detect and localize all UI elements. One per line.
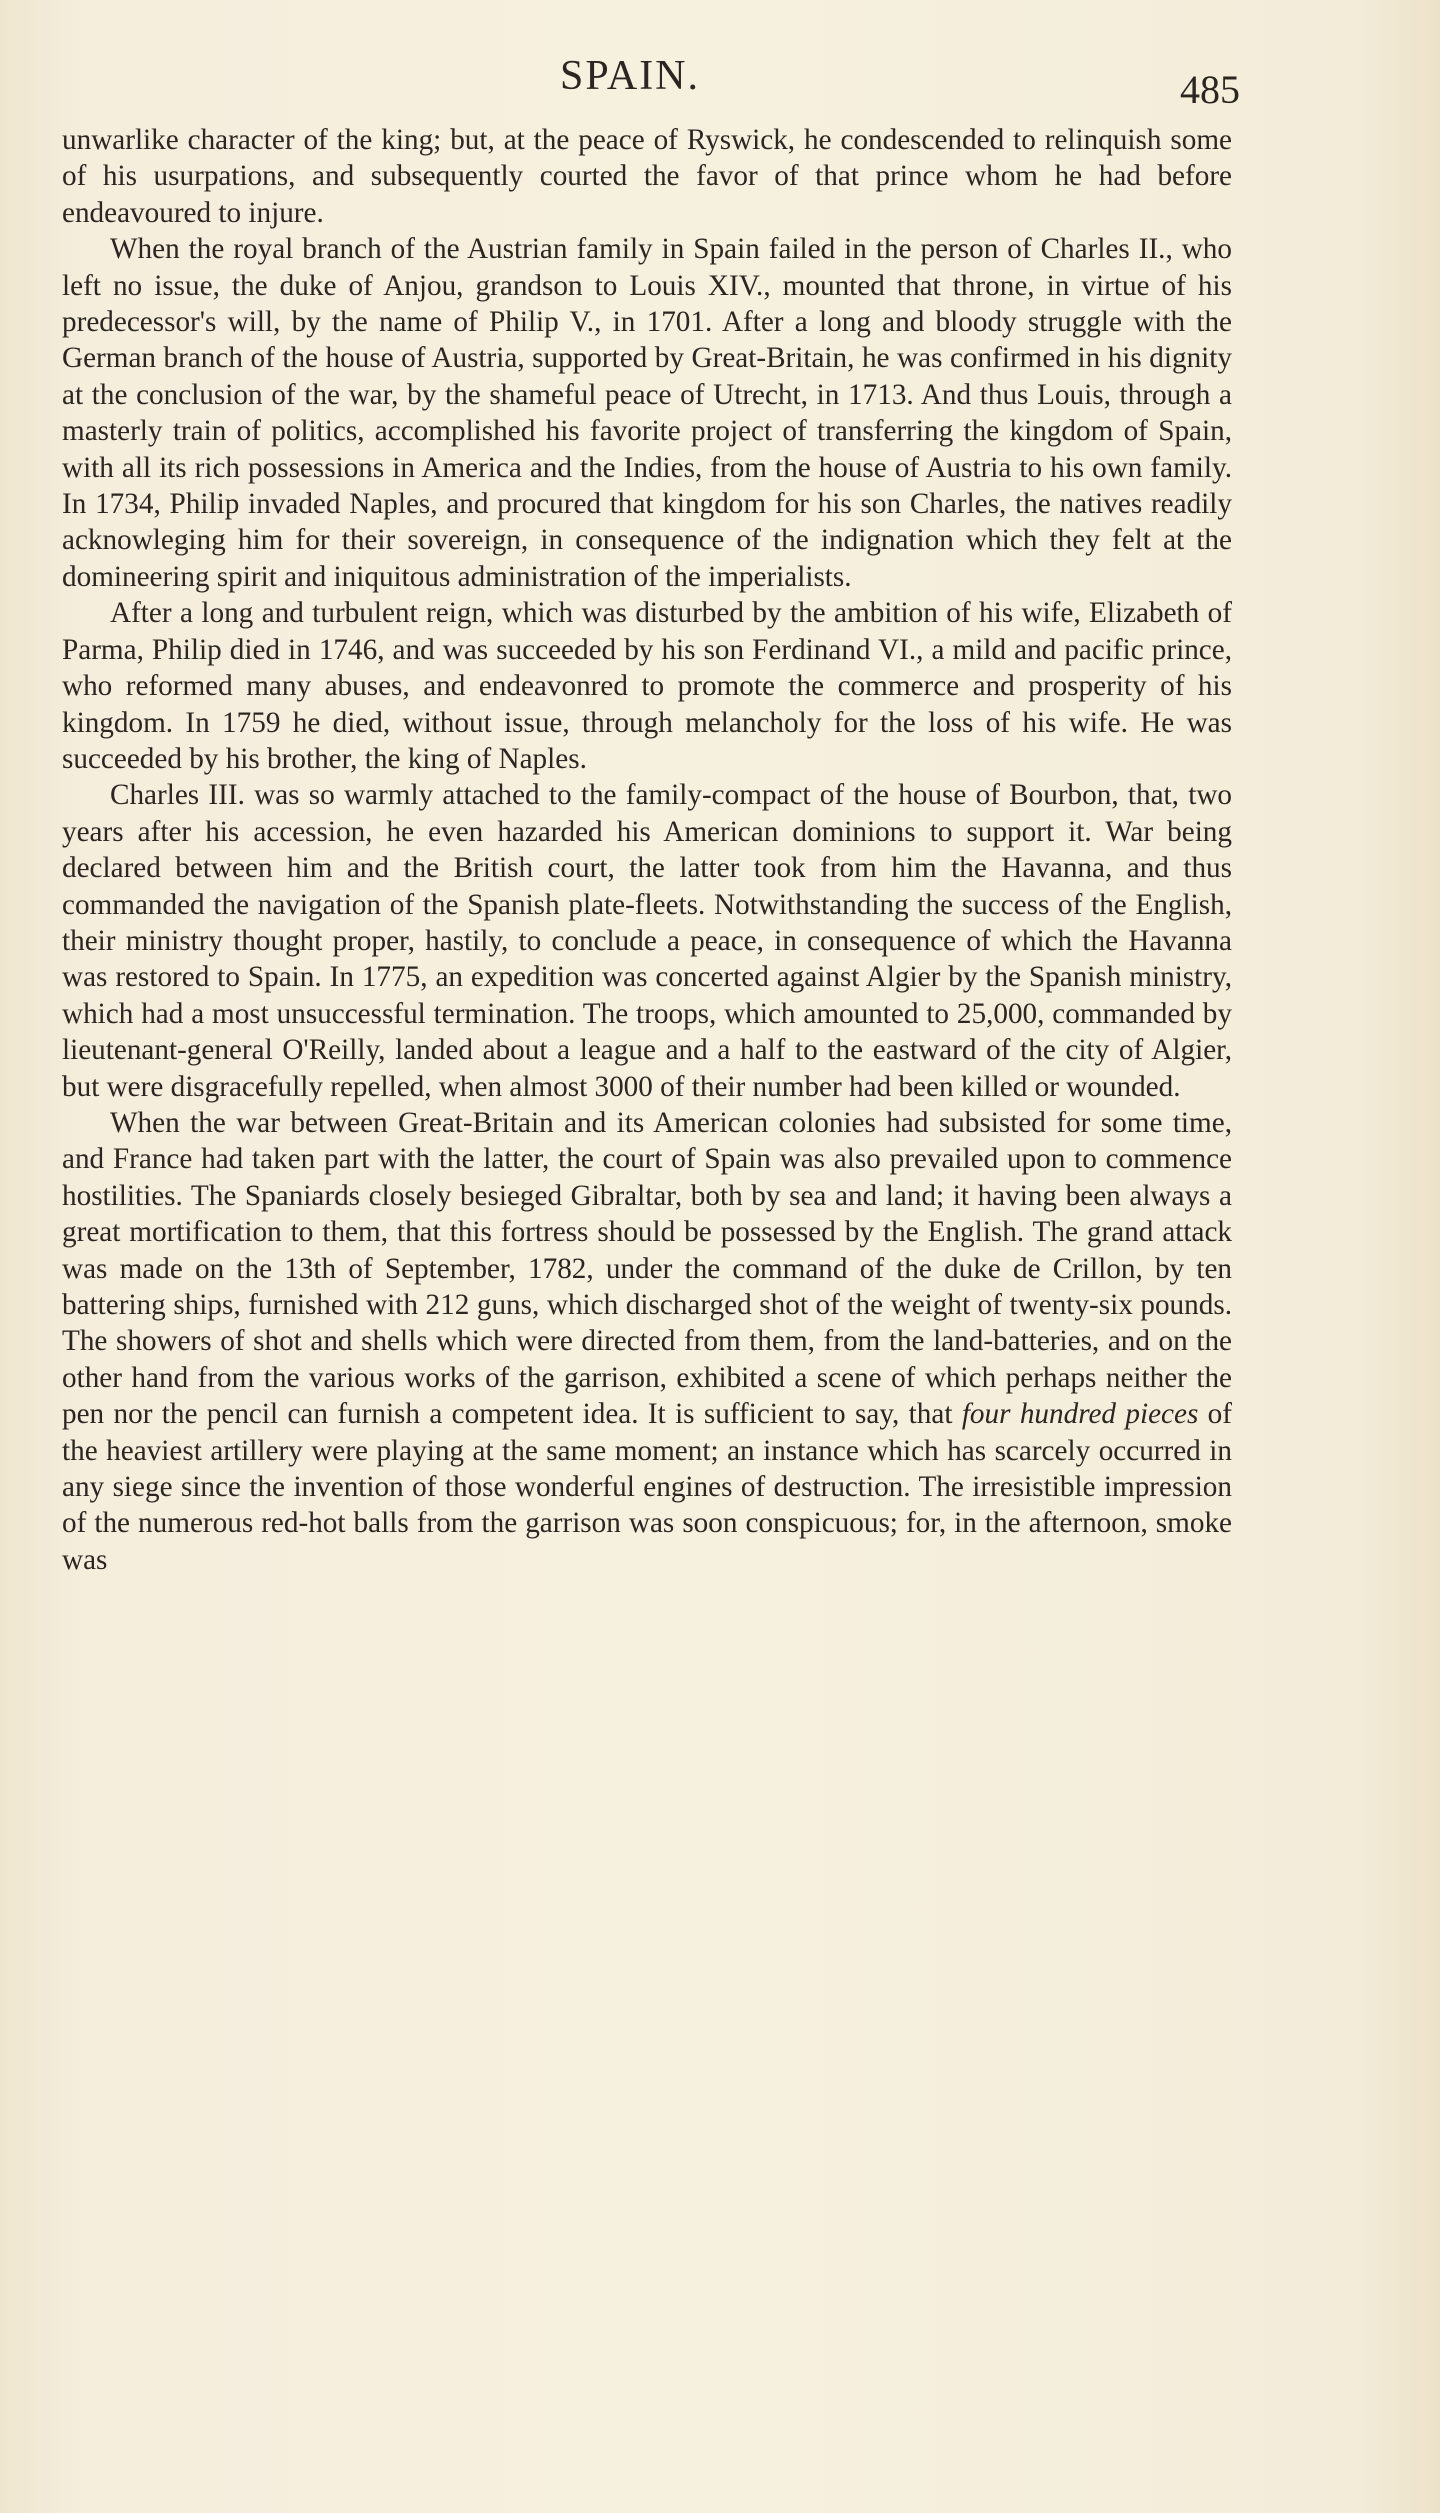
paragraph-gibraltar bbox=[62, 1105, 1232, 1578]
running-title: SPAIN. bbox=[560, 53, 701, 99]
paragraph-ferdinand-vi: After a long and turbulent reign, which was disturbed by the ambition of his wife, Elizabeth of Parma, Philip died in 1746, and was succeeded by his son Ferdinand VI., a mild and pacific prince, who reformed many abuses, and endeavonred to promote the commerce and prosperity of his kingdom. In 1759 he died, without issue, through melancholy for the loss of his wife. He was succeeded by his brother, the king of Naples. bbox=[62, 597, 1232, 775]
paragraph-charles-iii: Charles III. was so warmly attached to the family-compact of the house of Bourbon, that, two years after his accession, he even hazarded his American dominions to support it. War being declared between him and the British court, the latter took from him the Havanna, and thus commanded the navigation of the Spanish plate-fleets. Notwithstanding the success of the English, their ministry thought proper, hastily, to conclude a peace, in consequence of which the Havanna was restored to Spain. In 1775, an expedition was concerted against Algier by the Spanish ministry, which had a most unsuccessful termination. The troops, which amounted to 25,000, commanded by lieutenant-general O'Reilly, landed about a league and a half to the eastward of the city of Algier, but were disgracefully repelled, when almost 3000 of their number had been killed or wounded. bbox=[62, 779, 1232, 1103]
gibraltar-text-start: When the war between Great-Britain and its American colonies had subsisted for some time, and France had taken part with the latter, the court of Spain was also prevailed upon to commence hostilities. The Spaniards closely besieged Gibraltar, both by sea and land; it having been always a great mortification to them, that this fortress should be possessed by the English. The grand attack was made on the 13th of September, 1782, under the command of the duke de Crillon, by ten battering ships, furnished with 212 guns, which discharged shot of the weight of twenty-six pounds. The showers of shot and shells which were directed from them, from the land-batteries, and on the other hand from the various works of the garrison, exhibited a scene of which perhaps neither the pen nor the pencil can furnish a competent idea. It is sufficient to say, that bbox=[62, 1106, 1232, 1431]
paragraph-philip-v: When the royal branch of the Austrian family in Spain failed in the person of Charles II., who left no issue, the duke of Anjou, grandson to Louis XIV., mounted that throne, in virtue of his predecessor's will, by the name of Philip V., in 1701. After a long and bloody struggle with the German branch of the house of Austria, supported by Great-Britain, he was confirmed in his dignity at the conclusion of the war, by the shameful peace of Utrecht, in 1713. And thus Louis, through a masterly train of politics, accomplished his favorite project of transferring the kingdom of Spain, with all its rich possessions in America and the Indies, from the house of Austria to his own family. In 1734, Philip invaded Naples, and procured that kingdom for his son Charles, the natives readily acknowleging him for their sovereign, in consequence of the indignation which they felt at the domineering spirit and iniquitous administration of the imperialists. bbox=[62, 233, 1232, 593]
paragraph-continued: unwarlike character of the king; but, at the peace of Ryswick, he condescended to relinquish some of his usurpations, and subsequently courted the favor of that prince whom he had before endeavoured to injure. bbox=[62, 124, 1232, 229]
gibraltar-emphasis: four hundred pieces bbox=[961, 1398, 1199, 1431]
page-number: 485 bbox=[1180, 67, 1240, 112]
body-text bbox=[62, 122, 1232, 1578]
running-head bbox=[0, 52, 1440, 112]
gibraltar-text-end: of the heaviest artillery were playing at the same moment; an instance which has scarcely occurred in any siege since the invention of those wonderful engines of destruction. The irresistible impression of the numerous red-hot balls from the garrison was soon conspicuous; for, in the afternoon, smoke was bbox=[62, 1398, 1232, 1576]
